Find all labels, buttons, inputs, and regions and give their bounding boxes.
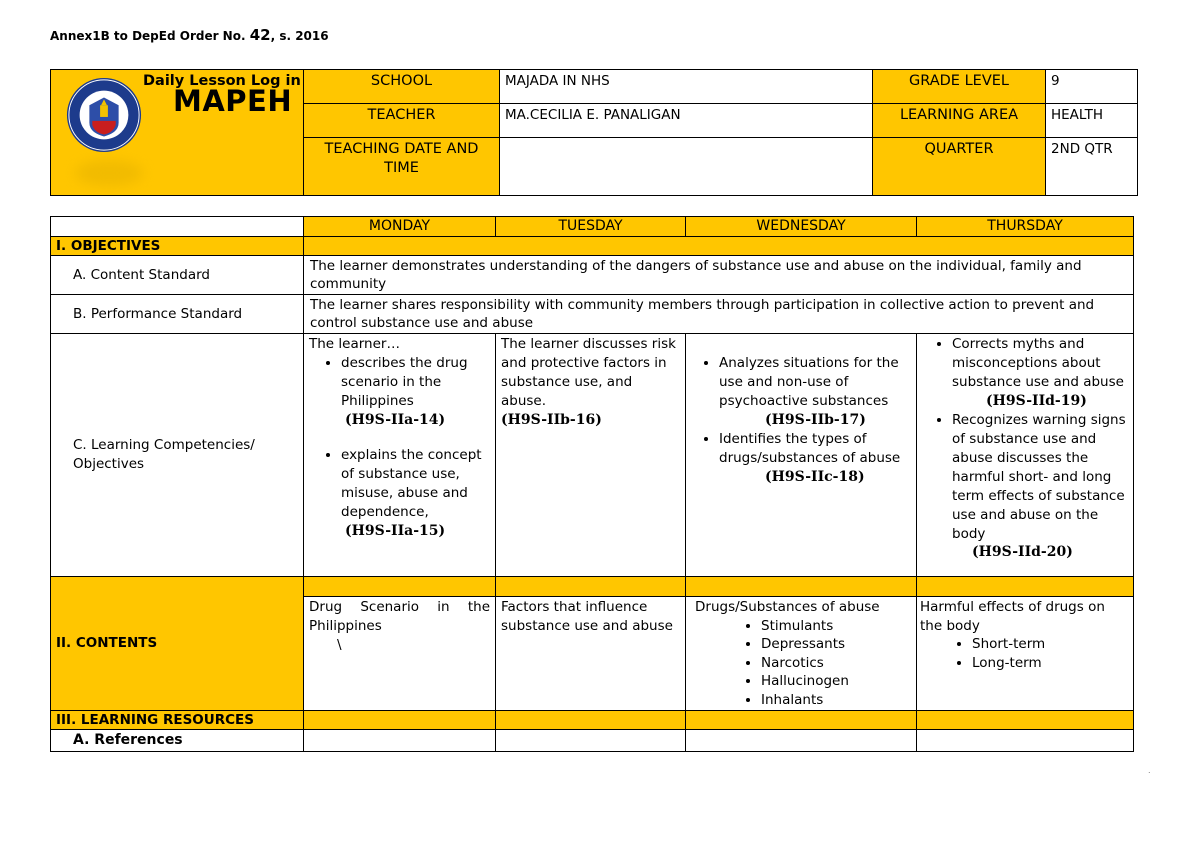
monday-content-extra: \ (337, 637, 342, 653)
wednesday-content-item: • Stimulants (761, 617, 911, 636)
contents-band-thursday (917, 577, 1134, 597)
monday-list (309, 354, 490, 411)
daily-lesson-log-label: Daily Lesson Log in (143, 73, 301, 89)
tuesday-code: (H9S-IIb-16) (501, 412, 602, 428)
thursday-list (922, 335, 1128, 392)
monday-list-2 (309, 446, 490, 522)
contents-tuesday (496, 597, 686, 711)
thursday-content-item: • Long-term (972, 654, 1128, 673)
header-table (50, 69, 1138, 196)
teacher-label: TEACHER (304, 104, 500, 138)
competencies-label: C. Learning Competencies/ Objectives (51, 334, 304, 577)
contents-monday (304, 597, 496, 711)
competencies-tuesday (496, 334, 686, 577)
learning-area-value: HEALTH (1046, 104, 1138, 138)
wednesday-content-title: Drugs/Substances of abuse (695, 599, 880, 615)
subject-title: MAPEH (173, 84, 293, 118)
deped-seal-icon (65, 76, 143, 154)
footer-mark: . (1148, 766, 1151, 775)
objectives-section-band (304, 237, 1134, 256)
references-monday (304, 730, 496, 752)
objectives-section-label: I. OBJECTIVES (51, 237, 304, 256)
annex-prefix: Annex1B to DepEd Order No. (50, 29, 250, 43)
thursday-content-title: Harmful effects of drugs on the body (920, 599, 1105, 634)
thursday-content-list (920, 635, 1128, 672)
lesson-table (50, 216, 1134, 752)
content-standard-text: The learner demonstrates understanding of the dangers of substance use and abuse on the individual, family and community (304, 256, 1134, 295)
monday-content: Drug Scenario in the Philippines (309, 599, 490, 634)
thursday-competency-1: • Corrects myths and misconceptions about substance use and abuse (952, 335, 1128, 392)
tuesday-competency: The learner discusses risk and protective factors in substance use, and abuse. (501, 336, 676, 409)
teaching-date-value (500, 138, 873, 196)
monday-competency-1: • describes the drug scenario in the Philippines (341, 354, 490, 411)
annex-suffix: , s. 2016 (270, 29, 329, 43)
resources-band-tuesday (496, 711, 686, 730)
contents-band-tuesday (496, 577, 686, 597)
wednesday-list-2 (691, 430, 911, 468)
wednesday-content-item: • Depressants (761, 635, 911, 654)
wednesday-competency-1: • Analyzes situations for the use and non-use of psychoactive substances (719, 354, 911, 411)
performance-standard-label: B. Performance Standard (51, 295, 304, 334)
contents-wednesday (686, 597, 917, 711)
wednesday-content-list (691, 617, 911, 710)
wednesday-competency-2: • Identifies the types of drugs/substances of abuse (719, 430, 911, 468)
wednesday-code-1: (H9S-IIb-17) (765, 412, 866, 428)
monday-code-1: (H9S-IIa-14) (345, 412, 446, 428)
quarter-label: QUARTER (873, 138, 1046, 196)
resources-band-thursday (917, 711, 1134, 730)
resources-band-monday (304, 711, 496, 730)
competencies-monday (304, 334, 496, 577)
references-wednesday (686, 730, 917, 752)
logo-cell (51, 70, 304, 196)
contents-section-label: II. CONTENTS (51, 577, 304, 711)
teacher-value: MA.CECILIA E. PANALIGAN (500, 104, 873, 138)
day-header-tuesday: TUESDAY (496, 217, 686, 237)
decorative-blob (75, 160, 143, 186)
monday-competency-2: • explains the concept of substance use, misuse, abuse and dependence, (341, 446, 490, 522)
annex-heading (50, 26, 329, 44)
tuesday-content: Factors that influence substance use and abuse (501, 599, 673, 634)
contents-band-wednesday (686, 577, 917, 597)
thursday-list-2 (922, 411, 1128, 544)
corner-cell (51, 217, 304, 237)
day-header-wednesday: WEDNESDAY (686, 217, 917, 237)
references-tuesday (496, 730, 686, 752)
resources-section-label: III. LEARNING RESOURCES (51, 711, 304, 730)
contents-thursday (917, 597, 1134, 711)
competencies-thursday (917, 334, 1134, 577)
day-header-thursday: THURSDAY (917, 217, 1134, 237)
grade-level-label: GRADE LEVEL (873, 70, 1046, 104)
content-standard-label: A. Content Standard (51, 256, 304, 295)
performance-standard-text: The learner shares responsibility with community members through participation in collective action to prevent and control substance use and abuse (304, 295, 1134, 334)
contents-band-monday (304, 577, 496, 597)
thursday-content-item: • Short-term (972, 635, 1128, 654)
thursday-code-2: (H9S-IId-20) (972, 544, 1073, 560)
order-number: 42 (249, 26, 271, 44)
thursday-competency-2: • Recognizes warning signs of substance use and abuse discusses the harmful short- and long term effects of substance use and abuse on the body (952, 411, 1128, 544)
wednesday-content-item: • Hallucinogen (761, 672, 911, 691)
school-label: SCHOOL (304, 70, 500, 104)
quarter-value: 2ND QTR (1046, 138, 1138, 196)
thursday-code-1: (H9S-IId-19) (986, 393, 1087, 409)
wednesday-content-item: • Narcotics (761, 654, 911, 673)
wednesday-content-item: • Inhalants (761, 691, 911, 710)
monday-intro: The learner… (309, 336, 400, 352)
competencies-wednesday (686, 334, 917, 577)
resources-band-wednesday (686, 711, 917, 730)
wednesday-code-2: (H9S-IIc-18) (765, 469, 865, 485)
school-value: MAJADA IN NHS (500, 70, 873, 104)
learning-area-label: LEARNING AREA (873, 104, 1046, 138)
day-header-monday: MONDAY (304, 217, 496, 237)
references-label: A. References (51, 730, 304, 752)
wednesday-list (691, 354, 911, 411)
references-thursday (917, 730, 1134, 752)
teaching-date-label: TEACHING DATE AND TIME (304, 138, 500, 196)
monday-code-2: (H9S-IIa-15) (345, 523, 446, 539)
grade-level-value: 9 (1046, 70, 1138, 104)
